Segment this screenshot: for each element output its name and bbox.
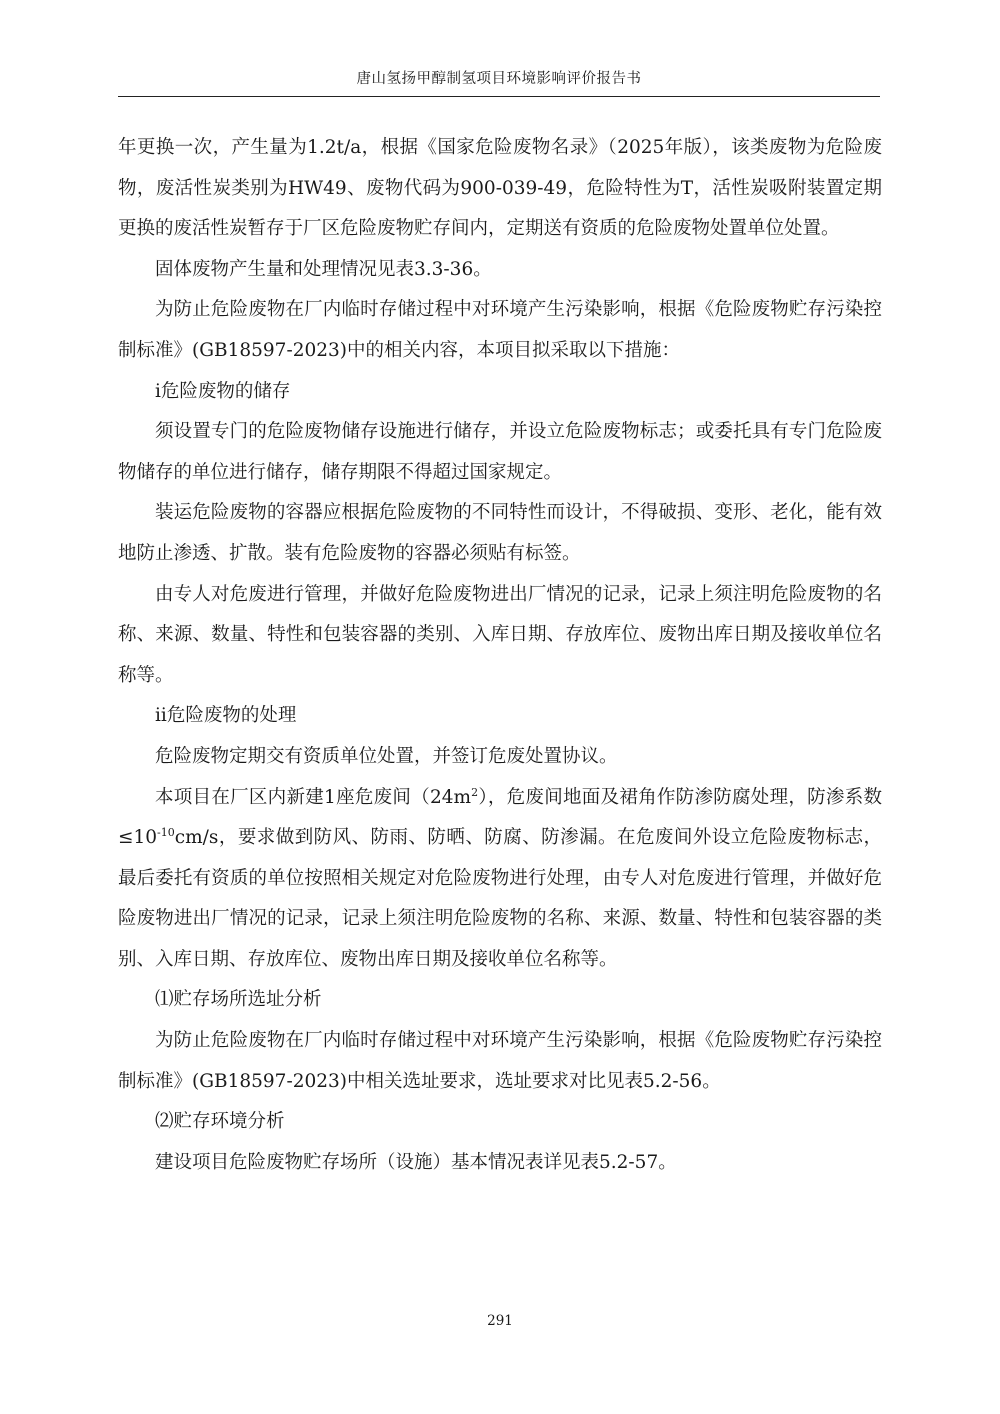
subheading-storage-environment: ⑵贮存环境分析 bbox=[155, 1111, 285, 1133]
page-header bbox=[118, 68, 880, 97]
document-title: 唐山氢扬甲醇制氢项目环境影响评价报告书 bbox=[356, 71, 642, 87]
paragraph-3: 为防止危险废物在厂内临时存储过程中对环境产生污染影响，根据《危险废物贮存污染控制标准》(GB18597-2023)中的相关内容，本项目拟采取以下措施： bbox=[118, 299, 882, 361]
subheading-disposal: ii危险废物的处理 bbox=[155, 705, 297, 727]
paragraph-7: 由专人对危废进行管理，并做好危险废物进出厂情况的记录，记录上须注明危险废物的名称、来源、数量、特性和包装容器的类别、入库日期、存放库位、废物出库日期及接收单位名称等。 bbox=[118, 583, 882, 686]
subheading-site-selection: ⑴贮存场所选址分析 bbox=[155, 989, 322, 1011]
paragraph-10 bbox=[118, 778, 882, 981]
paragraph-1: 年更换一次，产生量为1.2t/a，根据《国家危险废物名录》（2025年版），该类废物为危险废物，废活性炭类别为HW49、废物代码为900-039-49，危险特性为T，活性炭吸附装置定期更换的废活性炭暂存于厂区危险废物贮存间内，定期送有资质的危险废物处置单位处置。 bbox=[118, 137, 882, 240]
paragraph-10-part-b: ），危废间地面及裙角作防渗防腐处理，防渗系数≤10 bbox=[118, 786, 882, 849]
paragraph-14: 建设项目危险废物贮存场所（设施）基本情况表详见表5.2-57。 bbox=[155, 1151, 677, 1173]
paragraph-5: 须设置专门的危险废物储存设施进行储存，并设立危险废物标志；或委托具有专门危险废物储存的单位进行储存，储存期限不得超过国家规定。 bbox=[118, 421, 882, 483]
paragraph-10-part-a: 本项目在厂区内新建1座危废间（24m bbox=[155, 786, 472, 808]
document-body bbox=[118, 128, 882, 1183]
superscript-area: 2 bbox=[471, 785, 479, 799]
subheading-storage: i危险废物的储存 bbox=[155, 380, 291, 402]
paragraph-9: 危险废物定期交有资质单位处置，并签订危废处置协议。 bbox=[155, 745, 618, 767]
superscript-exponent: -10 bbox=[157, 825, 175, 839]
page-number: 291 bbox=[487, 1313, 513, 1329]
paragraph-12: 为防止危险废物在厂内临时存储过程中对环境产生污染影响，根据《危险废物贮存污染控制标准》(GB18597-2023)中相关选址要求，选址要求对比见表5.2-56。 bbox=[118, 1030, 882, 1092]
paragraph-2: 固体废物产生量和处理情况见表3.3-36。 bbox=[155, 258, 492, 280]
paragraph-10-part-c: cm/s，要求做到防风、防雨、防晒、防腐、防渗漏。在危废间外设立危险废物标志，最后委托有资质的单位按照相关规定对危险废物进行处理，由专人对危废进行管理，并做好危险废物进出厂情况的记录，记录上须注明危险废物的名称、来源、数量、特性和包装容器的类别、入库日期、存放库位、废物出库日期及接收单位名称等。 bbox=[118, 827, 882, 970]
paragraph-6: 装运危险废物的容器应根据危险废物的不同特性而设计，不得破损、变形、老化，能有效地防止渗透、扩散。装有危险废物的容器必须贴有标签。 bbox=[118, 502, 882, 564]
